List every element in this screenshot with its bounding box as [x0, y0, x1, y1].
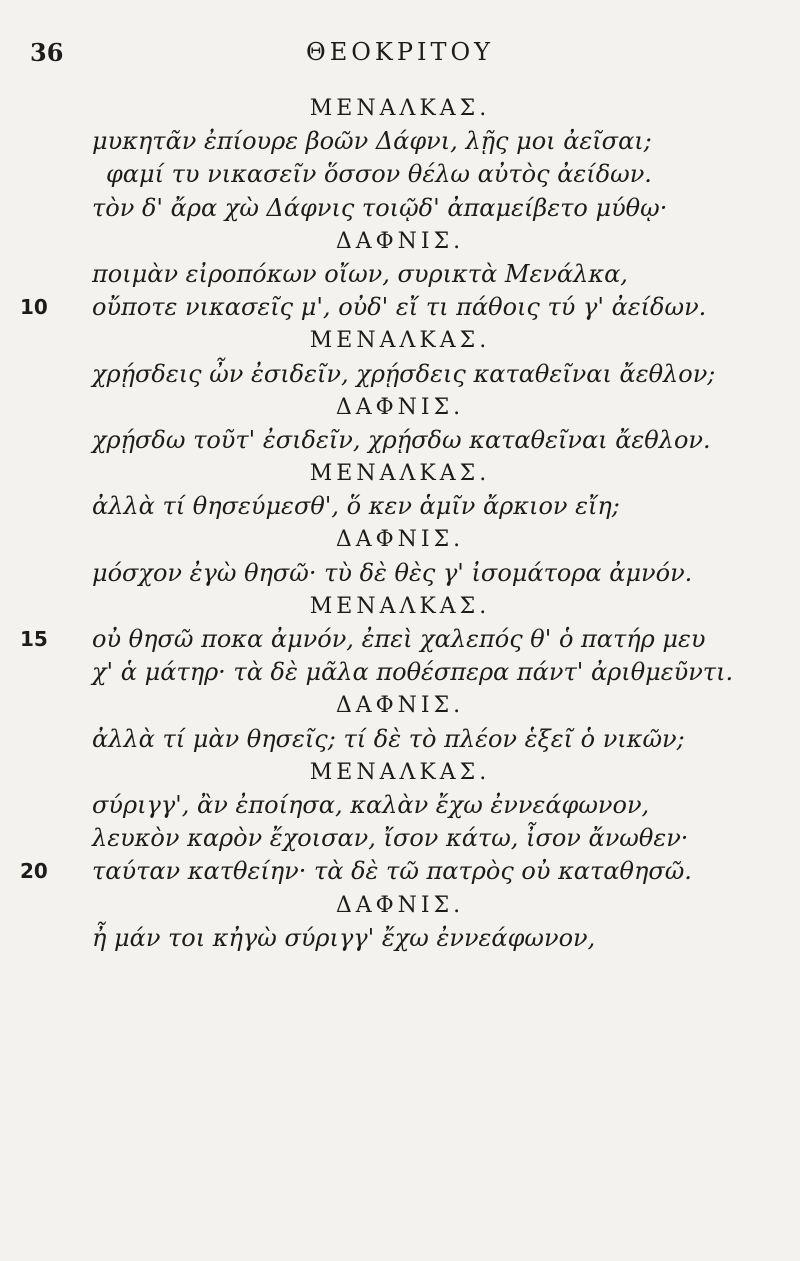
verse-text: φαμί τυ νικασεῖν ὅσσον θέλω αὐτὸς ἀείδων.	[106, 160, 652, 189]
speaker-heading	[0, 324, 800, 357]
speaker-name: ΔΑΦΝΙΣ.	[335, 892, 465, 918]
verse-text: χρῄσδω τοῦτ' ἐσιδεῖν, χρῄσδω καταθεῖναι ἄεθλον.	[92, 425, 711, 454]
verse-text: ἦ μάν τοι κἠγὼ σύριγγ' ἔχω ἐννεάφωνον,	[92, 923, 596, 952]
verse-line	[0, 258, 800, 291]
verse-text: μυκητᾶν ἐπίουρε βοῶν Δάφνι, λῇς μοι ἀεῖσαι;	[92, 127, 652, 156]
speaker-heading	[0, 590, 800, 623]
verse-line	[0, 557, 800, 590]
running-title: ΘΕΟΚΡΙΤΟΥ	[306, 38, 494, 66]
verse-text: σύριγγ', ἂν ἐποίησα, καλὰν ἔχω ἐννεάφωνον,	[92, 790, 650, 819]
verse-line	[0, 822, 800, 855]
verse-text: ἀλλὰ τί μὰν θησεῖς; τί δὲ τὸ πλέον ἑξεῖ ὁ νικῶν;	[92, 724, 685, 753]
page-header	[0, 38, 800, 78]
speaker-name: ΜΕΝΑΛΚΑΣ.	[309, 96, 491, 121]
verse-line	[0, 922, 800, 955]
speaker-name: ΜΕΝΑΛΚΑΣ.	[309, 593, 491, 619]
verse-text: οὔποτε νικασεῖς μ', οὐδ' εἴ τι πάθοις τύ γ' ἀείδων.	[92, 293, 707, 322]
verse-text: λευκὸν καρὸν ἔχοισαν, ἴσον κάτω, ἶσον ἄνωθεν·	[92, 824, 689, 853]
speaker-name: ΔΑΦΝΙΣ.	[335, 228, 465, 254]
verse-line	[0, 623, 800, 656]
verse-text: χ' ἁ μάτηρ· τὰ δὲ μᾶλα ποθέσπερα πάντ' ἀριθμεῦντι.	[92, 658, 734, 687]
speaker-heading	[0, 92, 800, 125]
line-number: 10	[20, 295, 48, 320]
verse-line	[0, 125, 800, 158]
speaker-heading	[0, 225, 800, 258]
verse-line	[0, 424, 800, 457]
verse-line	[0, 192, 800, 225]
verse-text: μόσχον ἐγὼ θησῶ· τὺ δὲ θὲς γ' ἰσομάτορα ἀμνόν.	[92, 558, 693, 587]
speaker-heading	[0, 756, 800, 789]
verse-line	[0, 358, 800, 391]
verse-text: ποιμὰν εἰροπόκων οἴων, συρικτὰ Μενάλκα,	[92, 259, 628, 288]
verse-line	[0, 789, 800, 822]
verse-text: οὐ θησῶ ποκα ἀμνόν, ἐπεὶ χαλεπός θ' ὁ πατήρ μευ	[92, 625, 706, 653]
speaker-heading	[0, 689, 800, 722]
verse-line	[0, 158, 800, 191]
speaker-name: ΜΕΝΑΛΚΑΣ.	[309, 461, 491, 487]
verse-line	[0, 490, 800, 523]
verse-text: ἀλλὰ τί θησεύμεσθ', ὅ κεν ἁμῖν ἄρκιον εἴη;	[92, 492, 620, 521]
verse-line	[0, 855, 800, 888]
speaker-name: ΔΑΦΝΙΣ.	[335, 394, 465, 420]
speaker-name: ΔΑΦΝΙΣ.	[335, 693, 465, 719]
page-number: 36	[30, 38, 64, 67]
poem-text	[0, 92, 800, 955]
line-number: 15	[20, 627, 48, 651]
speaker-name: ΜΕΝΑΛΚΑΣ.	[309, 328, 491, 354]
line-number: 20	[20, 859, 48, 884]
verse-line	[0, 656, 800, 689]
verse-text: τὸν δ' ἄρα χὼ Δάφνις τοιῷδ' ἀπαμείβετο μύθῳ·	[92, 193, 668, 222]
speaker-name: ΔΑΦΝΙΣ.	[335, 527, 465, 553]
speaker-heading	[0, 523, 800, 556]
speaker-heading	[0, 391, 800, 424]
speaker-heading	[0, 457, 800, 490]
speaker-heading	[0, 889, 800, 922]
speaker-name: ΜΕΝΑΛΚΑΣ.	[309, 759, 491, 785]
verse-text: χρῄσδεις ὦν ἐσιδεῖν, χρῄσδεις καταθεῖναι ἄεθλον;	[92, 359, 716, 388]
verse-text: ταύταν κατθείην· τὰ δὲ τῶ πατρὸς οὐ καταθησῶ.	[92, 857, 692, 886]
verse-line	[0, 291, 800, 324]
verse-line	[0, 723, 800, 756]
